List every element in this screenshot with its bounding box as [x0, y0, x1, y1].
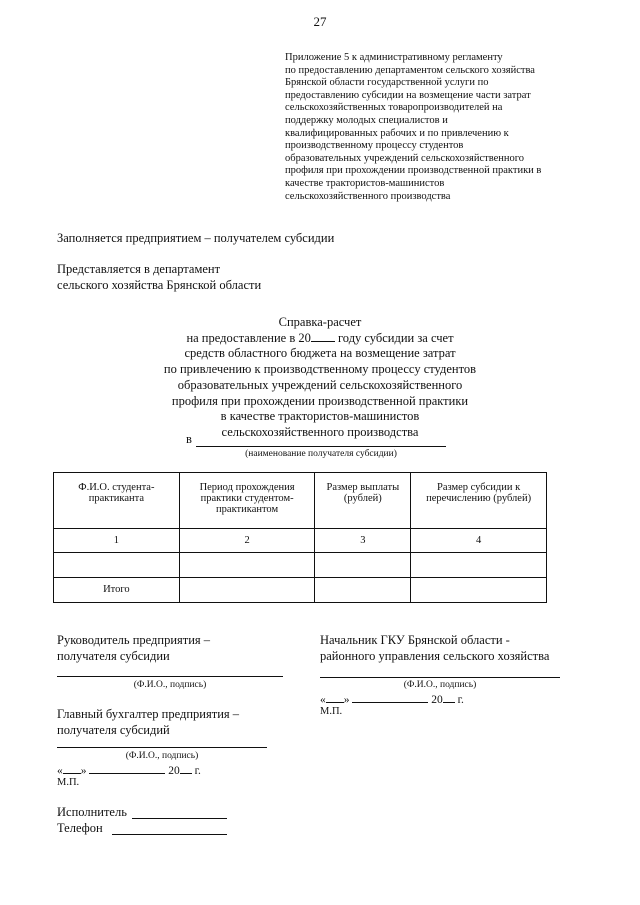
appendix-line: сельскохозяйственного производства	[285, 190, 451, 202]
filled-by-note: Заполняется предприятием – получателем субсидии	[57, 231, 335, 245]
director-signature-line[interactable]	[57, 676, 283, 677]
appendix-header	[285, 52, 615, 203]
table-cell[interactable]	[411, 553, 547, 578]
column-header: Размер выплаты (рублей)	[315, 473, 411, 529]
table-cell[interactable]	[179, 553, 315, 578]
year-blank	[311, 341, 335, 342]
accountant-title-line2: получателя субсидий	[57, 723, 170, 737]
appendix-line: по предоставлению департаментом сельского хозяйства	[285, 64, 535, 76]
gku-head-title-line2: районного управления сельского хозяйства	[320, 649, 550, 663]
gku-head-stamp: М.П.	[320, 706, 343, 717]
accountant-signature-line[interactable]	[57, 747, 267, 748]
appendix-line: образовательных учреждений сельскохозяйственного	[285, 152, 525, 164]
appendix-line: Приложение 5 к административному регламенту	[285, 52, 503, 63]
form-title: Справка-расчет	[278, 315, 362, 329]
table-cell[interactable]	[315, 553, 411, 578]
table-cell[interactable]	[54, 553, 180, 578]
appendix-line: квалифицированных рабочих и по привлечению к	[285, 127, 509, 139]
day-blank[interactable]	[326, 702, 344, 703]
appendix-line: производственному процессу студентов	[285, 140, 464, 152]
form-title-line: по привлечению к производственному процессу студентов	[163, 362, 477, 377]
form-title-line: в качестве трактористов-машинистов	[220, 409, 420, 424]
column-header: Размер субсидии к перечислению (рублей)	[411, 473, 547, 529]
director-caption: (Ф.И.О., подпись)	[133, 680, 207, 690]
appendix-line: предоставлению субсидии на возмещение части затрат	[285, 89, 531, 101]
form-title-block	[0, 315, 640, 441]
appendix-line: профиля при прохождении производственной практики в	[285, 165, 542, 177]
form-title-line: средств областного бюджета на возмещение затрат	[184, 346, 456, 361]
phone-line[interactable]	[112, 834, 227, 835]
recipient-line	[196, 446, 446, 447]
day-blank[interactable]	[63, 773, 81, 774]
total-label: Итого	[54, 578, 180, 603]
form-title-line: профиля при прохождении производственной практики	[171, 393, 469, 408]
year-blank[interactable]	[443, 702, 455, 703]
column-number: 1	[54, 529, 180, 553]
recipient-prefix: в	[186, 432, 192, 446]
table-cell[interactable]	[411, 578, 547, 603]
gku-head-signature-line[interactable]	[320, 677, 560, 678]
appendix-line: сельскохозяйственных товаропроизводителей на	[285, 102, 503, 114]
submitted-to-line2: сельского хозяйства Брянской области	[57, 278, 262, 292]
column-header: Период прохождения практики студентом-практикантом	[179, 473, 315, 529]
form-title-line: на предоставление в 20 году субсидии за счет	[186, 330, 454, 345]
phone-label: Телефон	[57, 821, 103, 835]
table-row	[54, 529, 547, 553]
page-number: 27	[313, 14, 327, 29]
year-blank[interactable]	[180, 773, 192, 774]
column-number: 3	[315, 529, 411, 553]
column-number: 4	[411, 529, 547, 553]
column-number: 2	[179, 529, 315, 553]
form-title-line: образовательных учреждений сельскохозяйственного	[177, 377, 463, 392]
appendix-line: Брянской области государственной услуги по	[285, 77, 489, 89]
accountant-stamp: М.П.	[57, 777, 80, 788]
executor-label: Исполнитель	[57, 805, 127, 819]
accountant-title-line1: Главный бухгалтер предприятия –	[57, 707, 240, 721]
appendix-line: качестве трактористов-машинистов	[285, 177, 445, 189]
submitted-to-line1: Представляется в департамент	[57, 262, 221, 276]
table-row-total	[54, 578, 547, 603]
accountant-date: « » 20 г.	[57, 765, 201, 777]
calculation-table	[53, 472, 547, 603]
form-title-line: сельскохозяйственного производства	[221, 424, 419, 439]
director-title-line2: получателя субсидии	[57, 649, 170, 663]
director-title-line1: Руководитель предприятия –	[57, 633, 211, 647]
accountant-caption: (Ф.И.О., подпись)	[125, 751, 199, 761]
month-blank[interactable]	[89, 773, 165, 774]
recipient-caption: (наименование получателя субсидии)	[245, 449, 397, 459]
gku-head-date: « » 20 г.	[320, 694, 464, 706]
table-header-row	[54, 473, 547, 529]
month-blank[interactable]	[352, 702, 428, 703]
gku-head-title-line1: Начальник ГКУ Брянской области -	[320, 633, 510, 647]
table-row	[54, 553, 547, 578]
executor-line[interactable]	[132, 818, 227, 819]
appendix-line: поддержку молодых специалистов и	[285, 114, 448, 126]
column-header: Ф.И.О. студента-практиканта	[54, 473, 180, 529]
table-cell[interactable]	[315, 578, 411, 603]
gku-head-caption: (Ф.И.О., подпись)	[403, 680, 477, 690]
table-cell[interactable]	[179, 578, 315, 603]
